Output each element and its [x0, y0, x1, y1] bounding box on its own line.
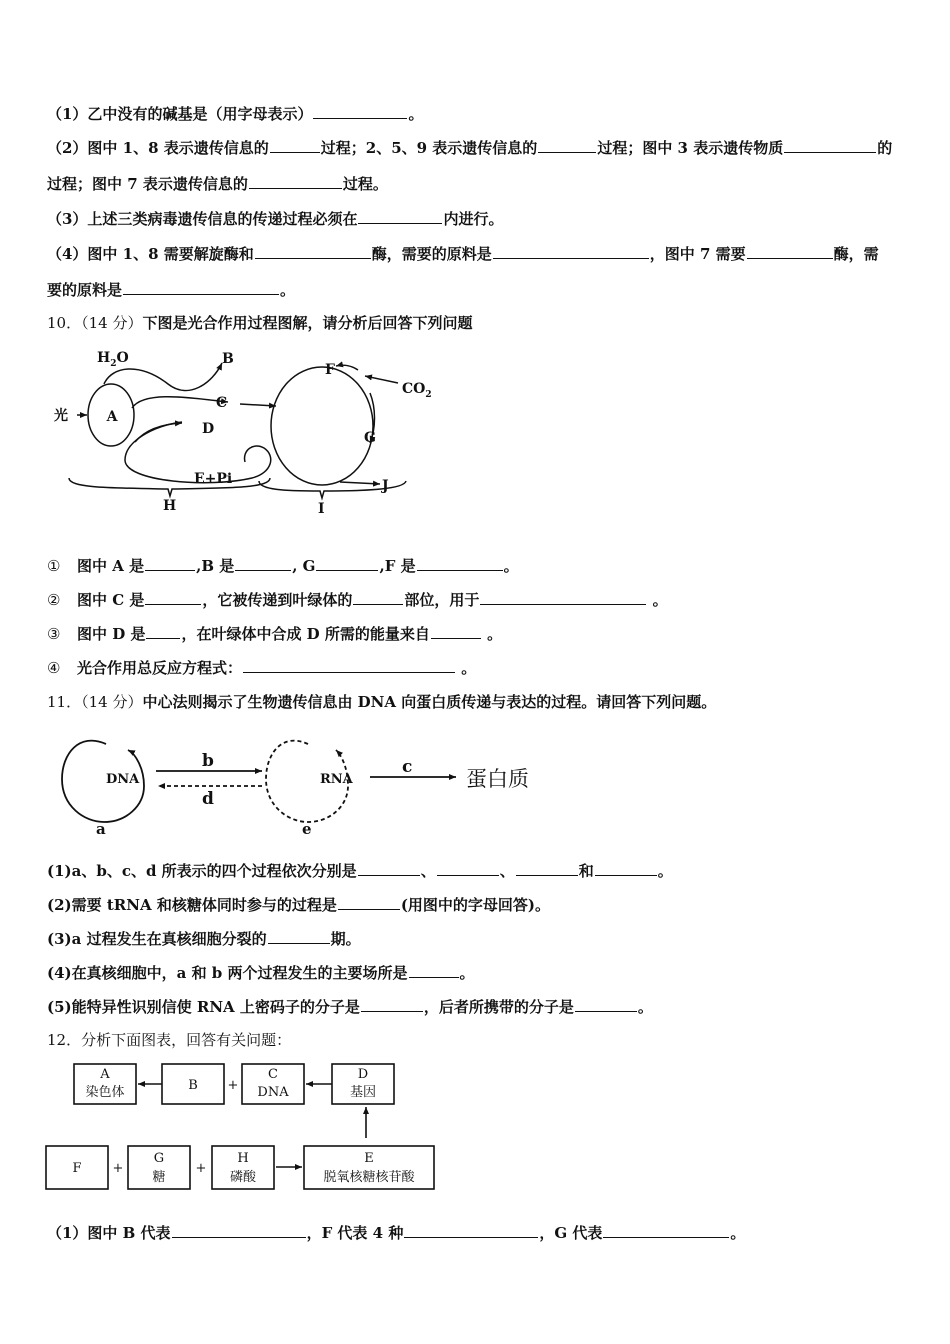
q9-sub2-cont: 过程；图中 7 表示遗传信息的 过程。: [47, 175, 388, 193]
label-d: d: [202, 789, 214, 809]
plus-3: +: [195, 1161, 207, 1176]
plus-2: +: [112, 1161, 124, 1176]
label-b: B: [222, 351, 234, 367]
q12-heading: 12．分析下面图表，回答有关问题：: [47, 1031, 292, 1049]
arrow-a-to-c: [132, 397, 228, 408]
q9-sub3: （3）上述三类病毒遗传信息的传递过程必须在 内进行。: [47, 210, 504, 228]
box-h-bottom: 磷酸: [229, 1170, 257, 1185]
gene-structure-diagram: [44, 1060, 444, 1195]
label-e-pi: E+Pi: [194, 471, 233, 487]
q9-sub1: （1）乙中没有的碱基是（用字母表示） 。: [47, 105, 424, 123]
q10-sub2: ② 图中 C 是 ，它被传递到叶绿体的 部位，用于 。: [47, 591, 668, 609]
label-j: J: [382, 478, 389, 494]
label-g: G: [364, 430, 376, 446]
q10-sub4: ④ 光合作用总反应方程式： 。: [47, 659, 477, 677]
label-h2o: $H_2O$: [97, 350, 129, 369]
answer-blank[interactable]: [243, 657, 455, 673]
box-g-top: G: [153, 1151, 165, 1166]
box-h-top: H: [237, 1151, 249, 1166]
box-e-top: E: [364, 1151, 374, 1166]
label-f: F: [325, 362, 335, 378]
answer-blank[interactable]: [270, 137, 320, 153]
label-d: D: [202, 421, 215, 437]
q11-sub2: (2)需要 tRNA 和核糖体同时参与的过程是 (用图中的字母回答)。: [47, 896, 551, 914]
arrow-d: [135, 423, 182, 442]
answer-blank[interactable]: [595, 860, 657, 876]
answer-blank[interactable]: [172, 1222, 306, 1238]
answer-blank[interactable]: [353, 589, 403, 605]
q11-sub4: (4)在真核细胞中，a 和 b 两个过程发生的主要场所是 。: [47, 964, 475, 982]
arrow-to-f: [336, 365, 358, 370]
box-c-top: C: [268, 1067, 278, 1082]
answer-blank[interactable]: [235, 555, 291, 571]
answer-blank[interactable]: [480, 589, 646, 605]
arrow-h2o-to-b: [104, 363, 222, 391]
box-g-bottom: 糖: [152, 1170, 166, 1185]
answer-blank[interactable]: [493, 243, 649, 259]
label-c: C: [216, 395, 228, 411]
answer-blank[interactable]: [123, 279, 279, 295]
answer-blank[interactable]: [784, 137, 876, 153]
answer-blank[interactable]: [404, 1222, 538, 1238]
answer-blank[interactable]: [316, 555, 378, 571]
box-b-label: B: [188, 1078, 198, 1093]
box-d-bottom: 基因: [349, 1085, 377, 1100]
answer-blank[interactable]: [145, 589, 201, 605]
answer-blank[interactable]: [409, 962, 459, 978]
answer-blank[interactable]: [358, 208, 442, 224]
box-e-bottom: 脱氧核糖核苷酸: [323, 1170, 415, 1185]
answer-blank[interactable]: [575, 996, 637, 1012]
calvin-cycle-ellipse: [271, 367, 373, 485]
answer-blank[interactable]: [538, 137, 596, 153]
box-d-top: D: [357, 1067, 369, 1082]
label-light: 光: [54, 408, 68, 424]
photosynthesis-diagram: [40, 338, 460, 523]
box-c-bottom: DNA: [257, 1085, 289, 1100]
label-protein: 蛋白质: [466, 767, 529, 791]
plus-1: +: [227, 1078, 239, 1093]
q11-sub5: (5)能特异性识别信使 RNA 上密码子的分子是 ，后者所携带的分子是 。: [47, 998, 653, 1016]
q9-sub2: （2）图中 1、8 表示遗传信息的 过程；2、5、9 表示遗传信息的 过程；图中 3 表示遗传物质 的: [47, 139, 893, 157]
answer-blank[interactable]: [338, 894, 400, 910]
central-dogma-diagram: [44, 724, 564, 839]
box-f-label: F: [72, 1161, 82, 1176]
label-h: H: [163, 498, 177, 514]
label-c: c: [402, 757, 413, 777]
arrow-co2: [365, 376, 398, 383]
answer-blank[interactable]: [417, 555, 503, 571]
q10-sub3: ③ 图中 D 是 ，在叶绿体中合成 D 所需的能量来自 。: [47, 625, 503, 643]
answer-blank[interactable]: [747, 243, 833, 259]
q11-sub3: (3)a 过程发生在真核细胞分裂的 期。: [47, 930, 361, 948]
answer-blank[interactable]: [145, 555, 195, 571]
box-a-bottom: 染色体: [85, 1085, 125, 1100]
q11-heading: 11．（14 分）中心法则揭示了生物遗传信息由 DNA 向蛋白质传递与表达的过程。请回答下列问题。: [47, 693, 717, 711]
answer-blank[interactable]: [431, 623, 481, 639]
answer-blank[interactable]: [358, 860, 420, 876]
answer-blank[interactable]: [249, 173, 342, 189]
q10-sub1: ① 图中 A 是 ,B 是 , G ,F 是 。: [47, 557, 519, 575]
label-rna: RNA: [320, 772, 353, 787]
answer-blank[interactable]: [255, 243, 371, 259]
q9-sub4-cont: 要的原料是 。: [47, 281, 296, 299]
answer-blank[interactable]: [437, 860, 499, 876]
answer-blank[interactable]: [603, 1222, 729, 1238]
arrow-to-j: [340, 482, 380, 484]
q12-sub1: （1）图中 B 代表 ，F 代表 4 种 ，G 代表 。: [47, 1224, 746, 1242]
answer-blank[interactable]: [146, 623, 180, 639]
label-a: a: [96, 820, 106, 838]
label-i: I: [318, 501, 325, 517]
answer-blank[interactable]: [268, 928, 330, 944]
label-b: b: [202, 751, 214, 771]
answer-blank[interactable]: [313, 103, 407, 119]
answer-blank[interactable]: [516, 860, 578, 876]
answer-blank[interactable]: [361, 996, 423, 1012]
label-co2: $CO_2$: [402, 381, 432, 400]
q11-sub1: (1)a、b、c、d 所表示的四个过程依次分别是 、 、 和 。: [47, 862, 673, 880]
label-e: e: [302, 820, 312, 838]
label-a: A: [106, 409, 118, 425]
box-a-top: A: [100, 1067, 110, 1082]
arrow-c-to-cycle: [240, 404, 276, 406]
label-dna: DNA: [106, 772, 140, 787]
q9-sub4: （4）图中 1、8 需要解旋酶和 酶，需要的原料是 ，图中 7 需要 酶，需: [47, 245, 879, 263]
q10-heading: 10．（14 分）下图是光合作用过程图解，请分析后回答下列问题: [47, 314, 473, 332]
